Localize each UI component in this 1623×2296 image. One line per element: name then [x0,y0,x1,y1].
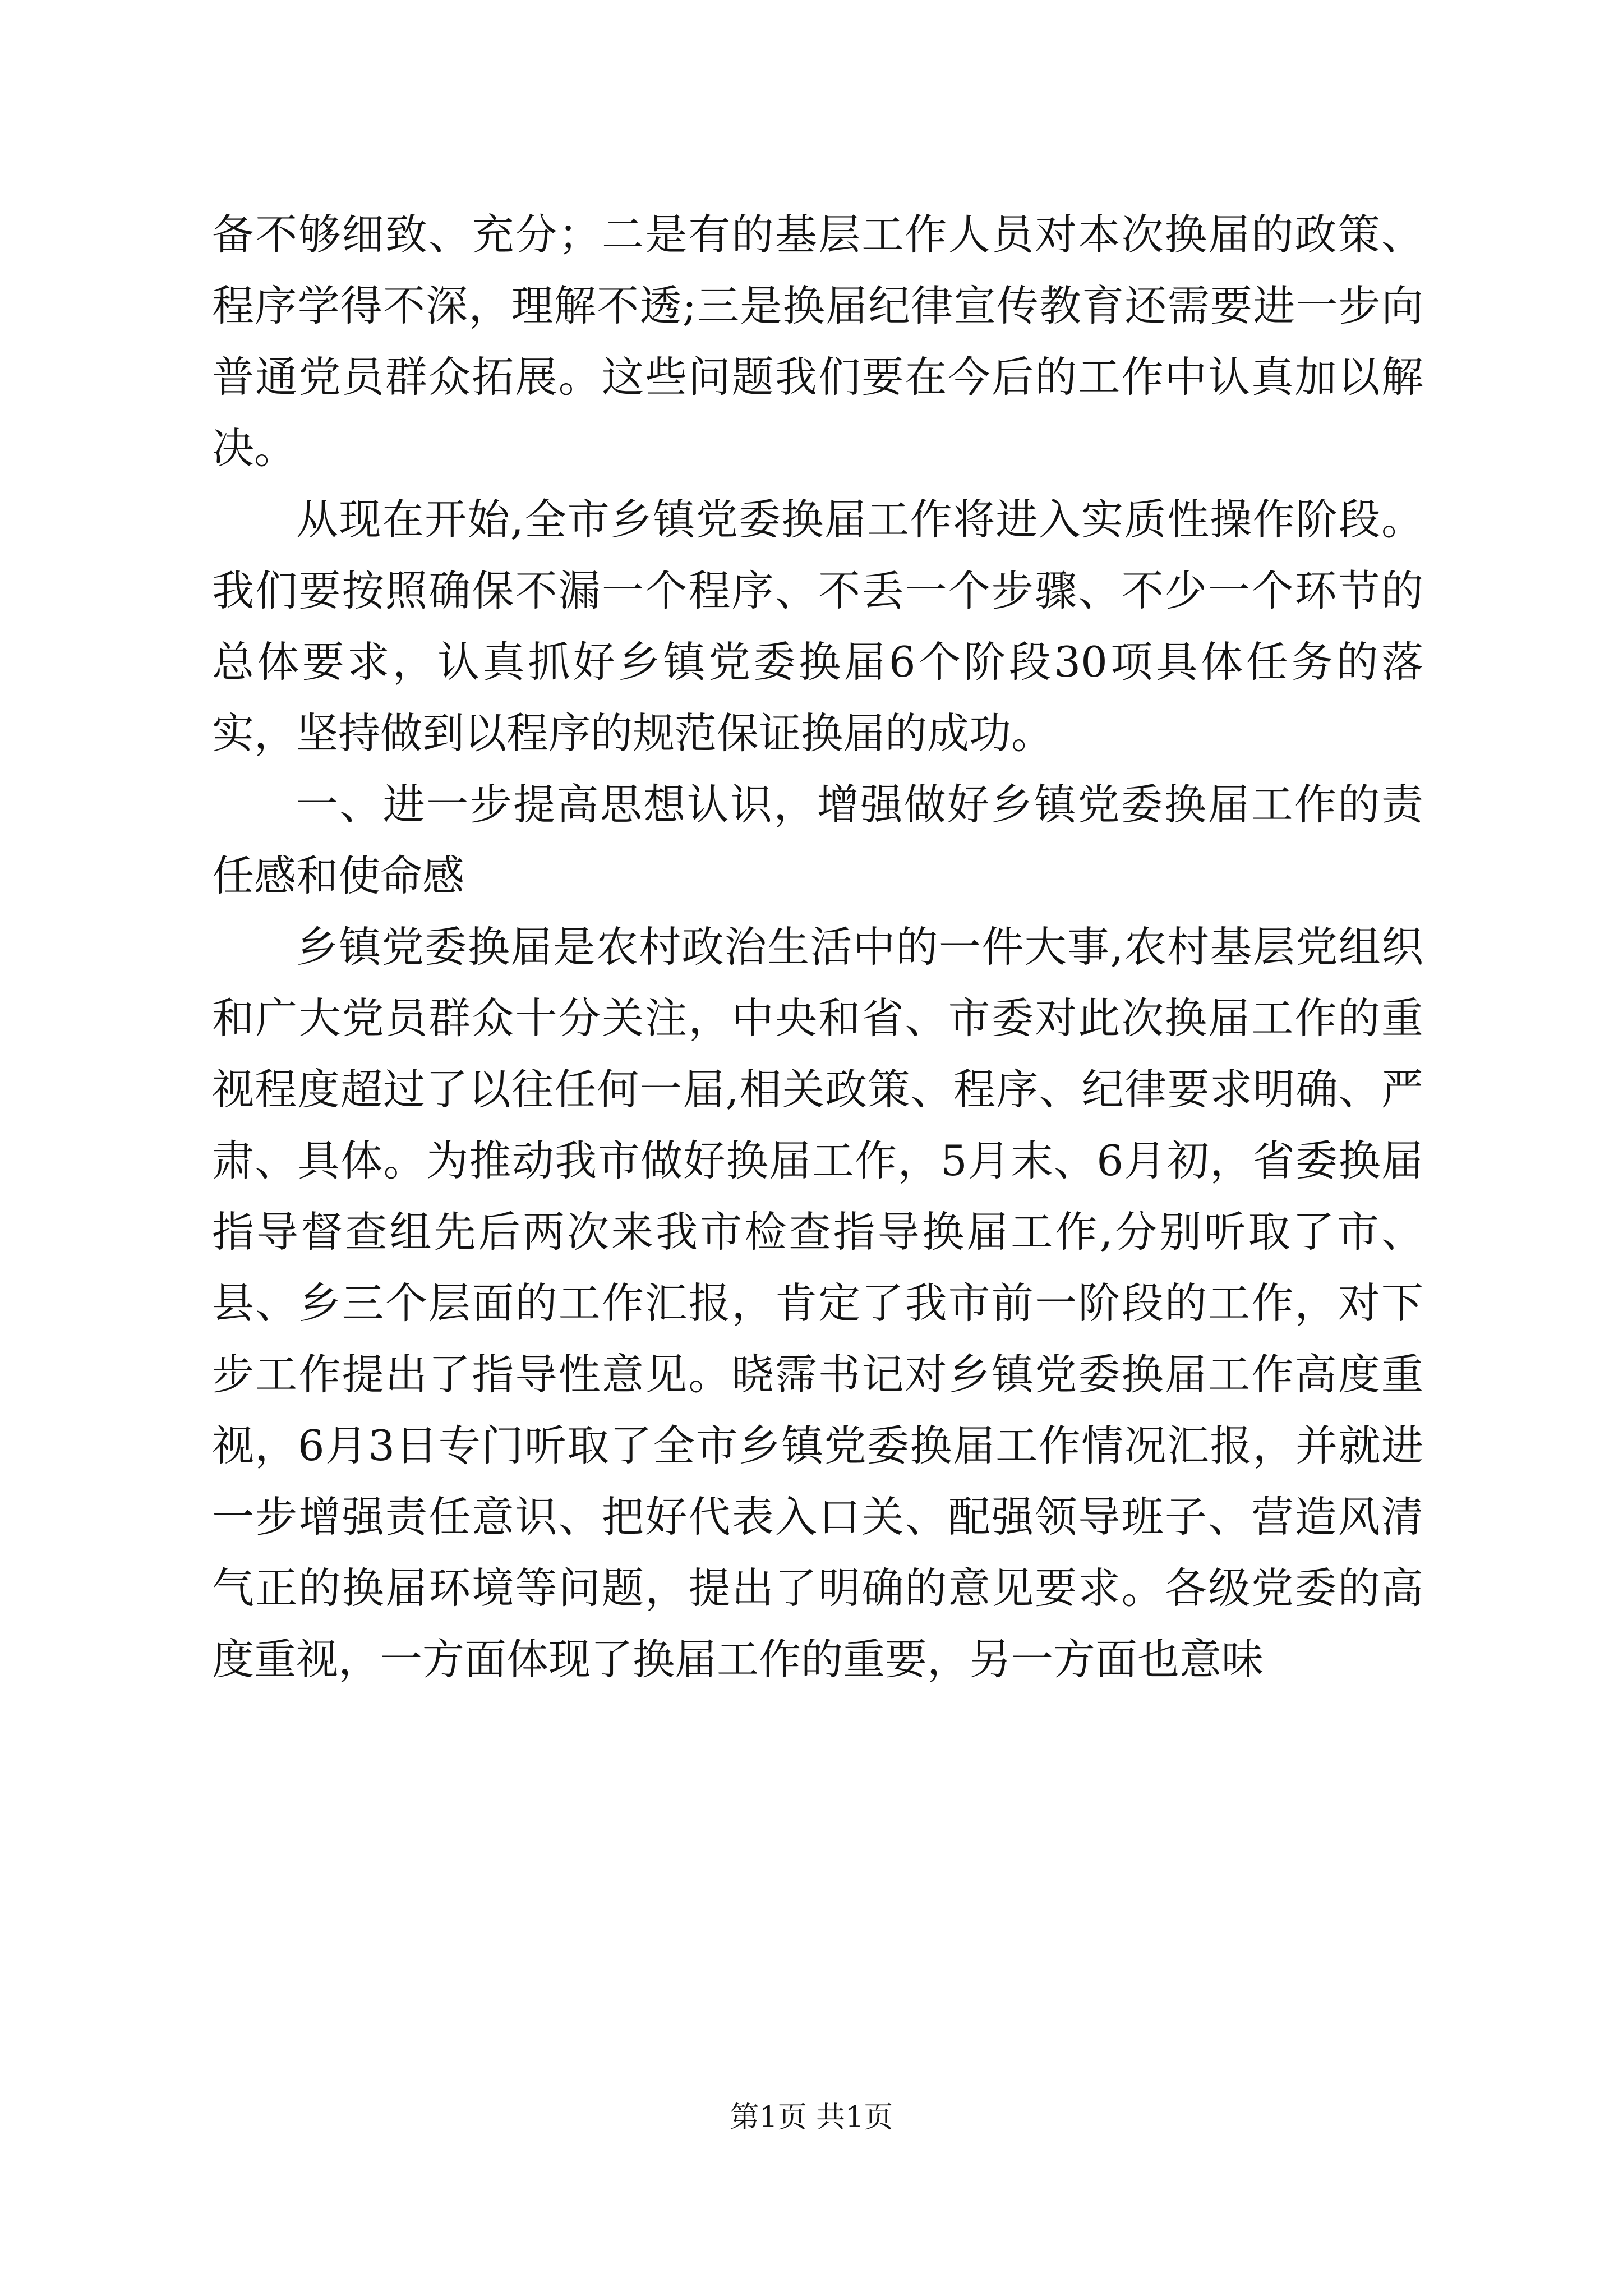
paragraph-body: 乡镇党委换届是农村政治生活中的一件大事,农村基层党组织和广大党员群众十分关注，中央和省、市委对此次换届工作的重视程度超过了以往任何一届,相关政策、程序、纪律要求明确、严肃、具体。为推动我市做好换届工作，5月末、6月初，省委换届指导督查组先后两次来我市检查指导换届工作,分别听取了市、县、乡三个层面的工作汇报，肯定了我市前一阶段的工作，对下步工作提出了指导性意见。晓霈书记对乡镇党委换届工作高度重视，6月3日专门听取了全市乡镇党委换届工作情况汇报，并就进一步增强责任意识、把好代表入口关、配强领导班子、营造风清气正的换届环境等问题，提出了明确的意见要求。各级党委的高度重视，一方面体现了换届工作的重要，另一方面也意味 [212,922,1423,1684]
page-number-footer: 第1页 共1页 [730,2101,893,2134]
document-body [212,199,1423,1695]
section-heading: 一、进一步提高思想认识，增强做好乡镇党委换届工作的责任感和使命感 [212,780,1423,900]
paragraph-continuation: 备不够细致、充分；二是有的基层工作人员对本次换届的政策、程序学得不深，理解不透;三是换届纪律宣传教育还需要进一步向普通党员群众拓展。这些问题我们要在今后的工作中认真加以解决。 [212,210,1423,473]
paragraph-intro: 从现在开始,全市乡镇党委换届工作将进入实质性操作阶段。我们要按照确保不漏一个程序、不丢一个步骤、不少一个环节的总体要求，认真抓好乡镇党委换届6个阶段30项具体任务的落实，坚持做到以程序的规范保证换届的成功。 [212,495,1423,758]
